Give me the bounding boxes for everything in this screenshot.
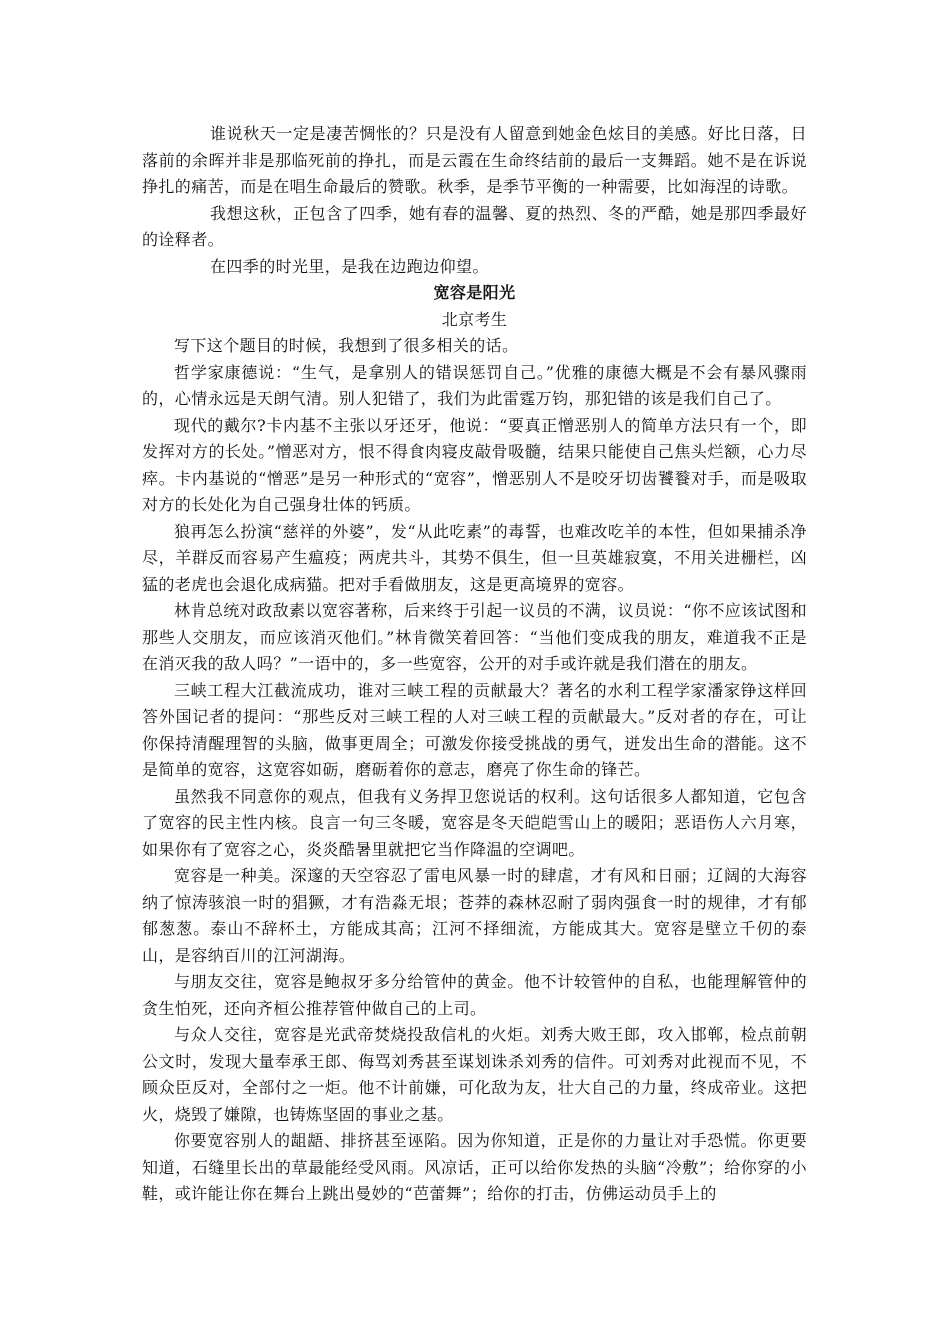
autumn-paragraph-3: 在四季的时光里，是我在边跑边仰望。 <box>210 256 489 276</box>
essay-paragraph-1: 写下这个题目的时候，我想到了很多相关的话。 <box>174 336 519 355</box>
essay-paragraph-6: 三峡工程大江截流成功，谁对三峡工程的贡献最大？著名的水利工程学家潘家铮这样回答外国记者的提问：“那些反对三峡工程的人对三峡工程的贡献最大。”反对者的存在，可让你保持清醒理智的头脑，做事更周全；可激发你接受挑战的勇气，迸发出生命的潜能。这不是简单的宽容，这宽容如砺，磨砺着你的意志，磨亮了你生命的锋芒。 <box>142 680 807 779</box>
autumn-paragraph-1: 谁说秋天一定是凄苦惆怅的？只是没有人留意到她金色炫目的美感。好比日落，日落前的余晖并非是那临死前的挣扎，而是云霞在生命终结前的最后一支舞蹈。她不是在诉说挣扎的痛苦，而是在唱生命最后的赞歌。秋季，是季节平衡的一种需要，比如海涅的诗歌。 <box>142 124 807 196</box>
essay-paragraph-4: 狼再怎么扮演“慈祥的外婆”，发“从此吃素”的毒誓，也难改吃羊的本性，但如果捕杀净尽，羊群反而容易产生瘟疫；两虎共斗，其势不俱生，但一旦英雄寂寞，不用关进栅栏，凶猛的老虎也会退化成病猫。把对手看做朋友，这是更高境界的宽容。 <box>142 521 807 594</box>
essay-paragraph-2: 哲学家康德说：“生气，是拿别人的错误惩罚自己。”优雅的康德大概是不会有暴风骤雨的，心情永远是天朗气清。别人犯错了，我们为此雷霆万钧，那犯错的该是我们自己了。 <box>142 362 807 408</box>
essay-paragraph-5: 林肯总统对政敌素以宽容著称，后来终于引起一议员的不满，议员说：“你不应该试图和那些人交朋友，而应该消灭他们。”林肯微笑着回答：“当他们变成我的朋友，难道我不正是在消灭我的敌人吗？”一语中的，多一些宽容，公开的对手或许就是我们潜在的朋友。 <box>142 601 807 673</box>
essay-paragraph-3: 现代的戴尔?卡内基不主张以牙还牙，他说：“要真正憎恶别人的简单方法只有一个，即发挥对方的长处。”憎恶对方，恨不得食肉寝皮敲骨吸髓，结果只能使自己焦头烂额，心力尽瘁。卡内基说的“憎恶”是另一种形式的“宽容”，憎恶别人不是咬牙切齿饕餮对手，而是吸取对方的长处化为自己强身壮体的钙质。 <box>142 415 807 514</box>
essay-paragraph-9: 与朋友交往，宽容是鲍叔牙多分给管仲的黄金。他不计较管仲的自私，也能理解管仲的贪生怕死，还向齐桓公推荐管仲做自己的上司。 <box>142 972 807 1018</box>
autumn-paragraph-2: 我想这秋，正包含了四季，她有春的温馨、夏的热烈、冬的严酷，她是那四季最好的诠释者。 <box>142 203 807 249</box>
essay-author: 北京考生 <box>441 309 508 329</box>
essay-paragraph-11: 你要宽容别人的龃龉、排挤甚至诬陷。因为你知道，正是你的力量让对手恐慌。你更要知道，石缝里长出的草最能经受风雨。风凉话，正可以给你发热的头脑“冷敷”；给你穿的小鞋，或许能让你在舞台上跳出曼妙的“芭蕾舞”；给你的打击，仿佛运动员手上的 <box>142 1131 807 1203</box>
essay-paragraph-8: 宽容是一种美。深邃的天空容忍了雷电风暴一时的肆虐，才有风和日丽；辽阔的大海容纳了惊涛骇浪一时的猖獗，才有浩淼无垠；苍莽的森林忍耐了弱肉强食一时的规律，才有郁郁葱葱。泰山不辞杯土，方能成其高；江河不择细流，方能成其大。宽容是壁立千仞的泰山，是容纳百川的江河湖海。 <box>142 866 807 965</box>
document-page <box>142 121 807 1208</box>
essay-title: 宽容是阳光 <box>433 283 516 302</box>
essay-paragraph-7: 虽然我不同意你的观点，但我有义务捍卫您说话的权利。这句话很多人都知道，它包含了宽容的民主性内核。良言一句三冬暖，宽容是冬天皑皑雪山上的暖阳；恶语伤人六月寒，如果你有了宽容之心，炎炎酷暑里就把它当作降温的空调吧。 <box>142 786 807 859</box>
essay-paragraph-10: 与众人交往，宽容是光武帝焚烧投敌信札的火炬。刘秀大败王郎，攻入邯郸，检点前朝公文时，发现大量奉承王郎、侮骂刘秀甚至谋划诛杀刘秀的信件。可刘秀对此视而不见，不顾众臣反对，全部付之一炬。他不计前嫌，可化敌为友，壮大自己的力量，终成帝业。这把火，烧毁了嫌隙，也铸炼坚固的事业之基。 <box>142 1025 807 1124</box>
